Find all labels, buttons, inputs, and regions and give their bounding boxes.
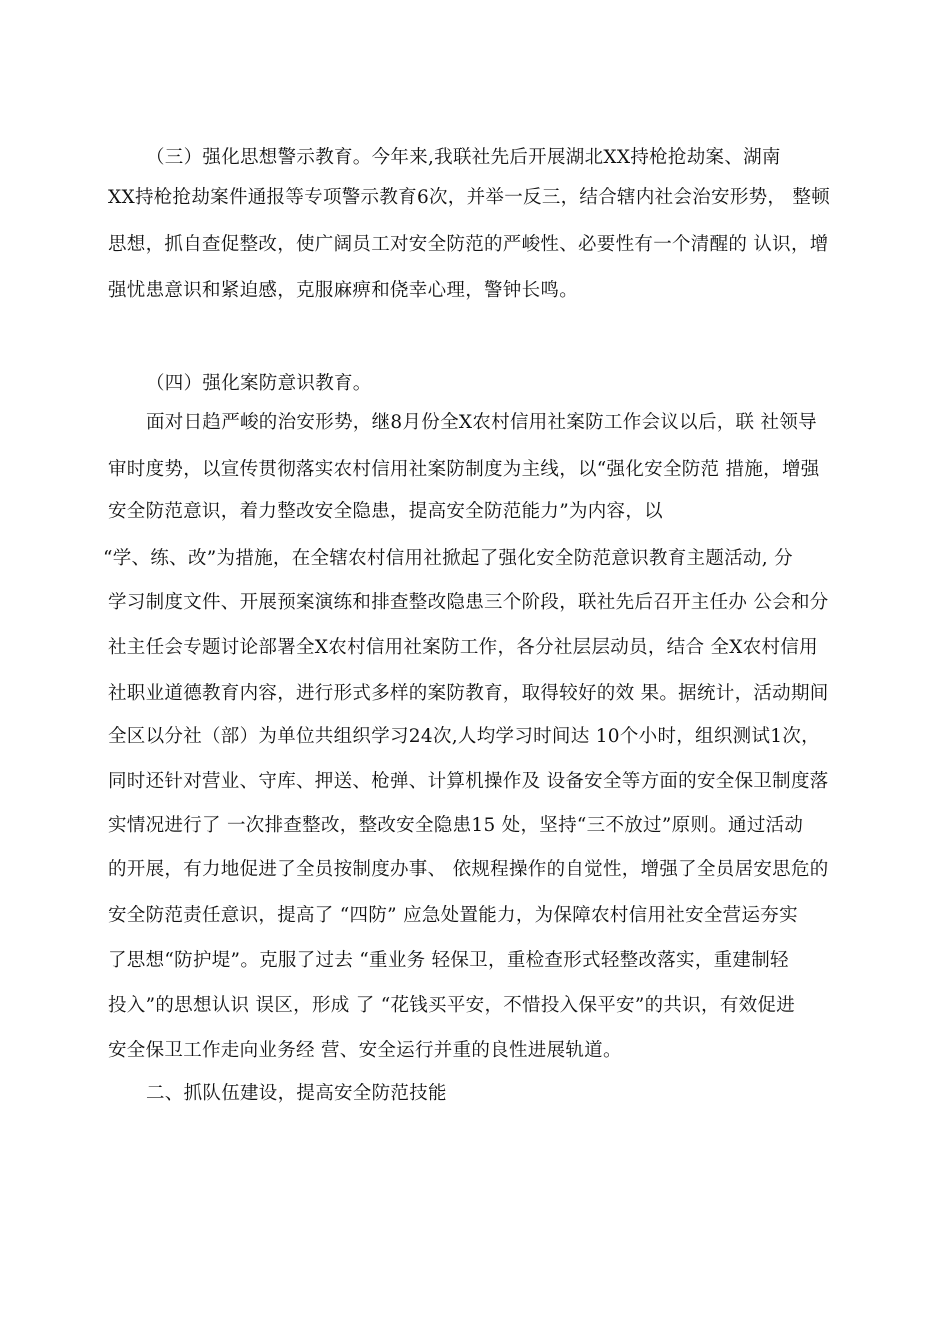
section3-line-3: 思想，抓自查促整改，使广阔员工对安全防范的严峻性、必要性有一个清醒的 认识，增 bbox=[108, 234, 829, 255]
section4-line-12: 安全防范责任意识，提高了 “四防” 应急处置能力，为保障农村信用社安全营运夯实 bbox=[108, 905, 798, 926]
section3-line-2: XX持枪抢劫案件通报等专项警示教育6次，并举一反三，结合辖内社会治安形势， 整顿 bbox=[108, 187, 830, 208]
section4-line-14: 投入”的思想认识 误区，形成 了 “花钱买平安，不惜投入保平安”的共识，有效促进 bbox=[108, 995, 796, 1016]
section4-line-5: 学习制度文件、开展预案演练和排查整改隐患三个阶段，联社先后召开主任办 公会和分 bbox=[108, 592, 829, 613]
section4-line-2: 审时度势，以宣传贯彻落实农村信用社案防制度为主线，以“强化安全防范 措施，增强 bbox=[108, 459, 820, 480]
section4-line-8: 全区以分社（部）为单位共组织学习24次,人均学习时间达 10个小时，组织测试1次， bbox=[108, 726, 820, 747]
section4-line-10: 实情况进行了 一次排查整改，整改安全隐患15 处，坚持“三不放过”原则。通过活动 bbox=[108, 815, 804, 836]
section4-line-15: 安全保卫工作走向业务经 营、安全运行并重的良性进展轨道。 bbox=[108, 1040, 622, 1061]
section4-line-6: 社主任会专题讨论部署全X农村信用社案防工作，各分社层层动员，结合 全X农村信用 bbox=[108, 637, 818, 658]
section4-line-9: 同时还针对营业、守库、押送、枪弹、计算机操作及 设备安全等方面的安全保卫制度落 bbox=[108, 771, 829, 792]
section4-heading: （四）强化案防意识教育。 bbox=[146, 373, 372, 394]
section4-line-1: 面对日趋严峻的治安形势，继8月份全X农村信用社案防工作会议以后，联 社领导 bbox=[146, 412, 817, 433]
section4-line-13: 了思想“防护堤”。克服了过去 “重业务 轻保卫，重检查形式轻整改落实，重建制轻 bbox=[108, 950, 789, 971]
section4-line-3: 安全防范意识，着力整改安全隐患，提高安全防范能力”为内容，以 bbox=[108, 501, 663, 522]
section-two-heading: 二、抓队伍建设，提高安全防范技能 bbox=[146, 1083, 447, 1104]
section4-line-11: 的开展，有力地促进了全员按制度办事、 依规程操作的自觉性，增强了全员居安思危的 bbox=[108, 859, 829, 880]
section4-line-4: “学、练、改”为措施，在全辖农村信用社掀起了强化安全防范意识教育主题活动, 分 bbox=[103, 548, 793, 569]
section4-line-7: 社职业道德教育内容，进行形式多样的案防教育，取得较好的效 果。据统计，活动期间 bbox=[108, 683, 829, 704]
section3-line-4: 强忧患意识和紧迫感，克服麻痹和侥幸心理，警钟长鸣。 bbox=[108, 280, 579, 301]
section3-line-1: （三）强化思想警示教育。今年来,我联社先后开展湖北XX持枪抢劫案、湖南 bbox=[146, 147, 781, 168]
